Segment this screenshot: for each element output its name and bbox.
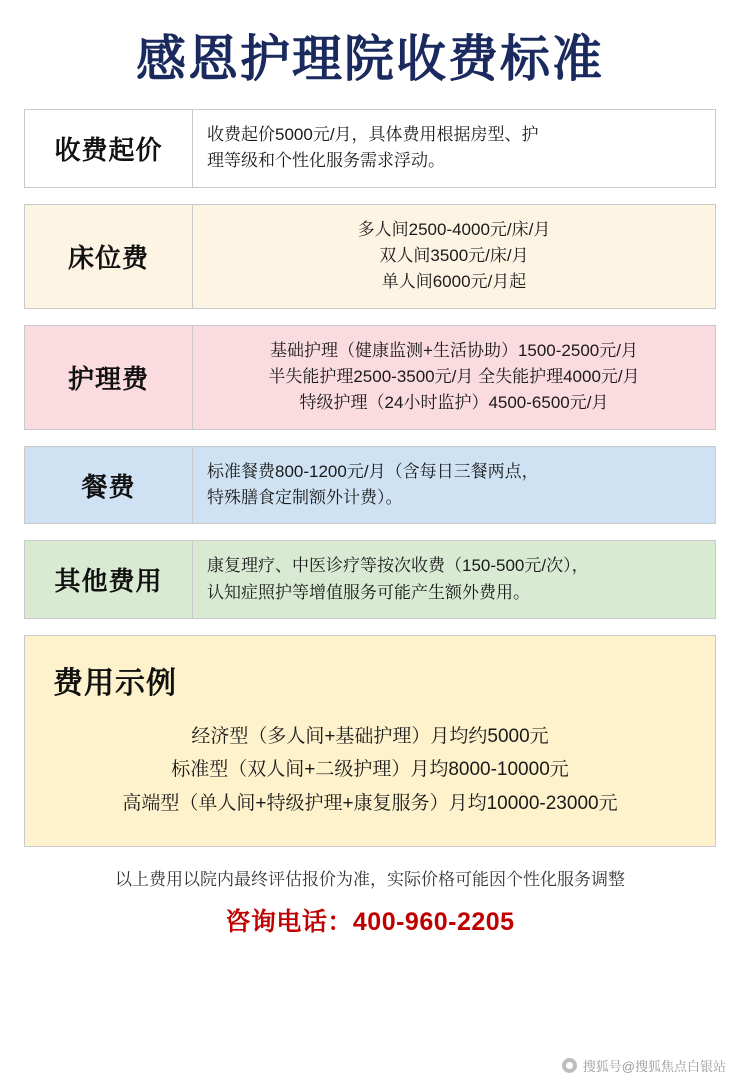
pricing-row-bed-fee (24, 204, 716, 309)
row-text-line: 双人间3500元/床/月 (379, 246, 529, 266)
row-label: 床位费 (25, 205, 193, 308)
row-text-line: 基础护理（健康监测+生活协助）1500-2500元/月 (270, 340, 638, 360)
row-text-line: 特殊膳食定制额外计费）。 (207, 488, 403, 508)
row-label: 护理费 (25, 326, 193, 429)
contact-phone: 咨询电话：400-960-2205 (225, 907, 515, 936)
row-label: 收费起价 (25, 110, 193, 187)
list-item: 经济型（多人间+基础护理）月均约5000元 (191, 726, 549, 748)
page-title: 感恩护理院收费标准 (136, 31, 604, 87)
row-text-line: 半失能护理2500-3500元/月 全失能护理4000元/月 (268, 367, 640, 387)
row-text-line: 理等级和个性化服务需求浮动。 (207, 151, 445, 171)
list-item: 高端型（单人间+特级护理+康复服务）月均10000-23000元 (122, 792, 618, 814)
pricing-row-other-fee (24, 540, 716, 619)
row-content (193, 110, 715, 187)
example-list (45, 720, 695, 820)
row-text-line: 多人间2500-4000元/床/月 (357, 219, 551, 239)
row-content (193, 326, 715, 429)
pricing-row-meal-fee (24, 446, 716, 525)
row-content (193, 205, 715, 308)
row-text-line: 特级护理（24小时监护）4500-6500元/月 (299, 393, 609, 413)
disclaimer-text: 以上费用以院内最终评估报价为准，实际价格可能因个性化服务调整 (115, 869, 625, 889)
pricing-row-starting-price (24, 109, 716, 188)
row-content (193, 447, 715, 524)
row-text-line: 康复理疗、中医诊疗等按次收费（150-500元/次）， (207, 556, 589, 576)
row-label: 餐费 (25, 447, 193, 524)
pricing-row-nursing-fee (24, 325, 716, 430)
row-text-line: 标准餐费800-1200元/月（含每日三餐两点， (207, 461, 539, 481)
example-heading: 费用示例 (53, 667, 177, 701)
watermark (562, 1056, 726, 1075)
watermark-text: 搜狐号@搜狐焦点白银站 (582, 1059, 726, 1074)
cost-example-block (24, 635, 716, 847)
row-text-line: 收费起价5000元/月，具体费用根据房型、护 (207, 125, 539, 144)
row-content (193, 541, 715, 618)
list-item: 标准型（双人间+二级护理）月均8000-10000元 (171, 759, 569, 781)
row-label: 其他费用 (25, 541, 193, 618)
row-text-line: 认知症照护等增值服务可能产生额外费用。 (207, 582, 530, 602)
row-text-line: 单人间6000元/月起 (381, 272, 527, 292)
sohu-logo-icon (562, 1058, 577, 1073)
